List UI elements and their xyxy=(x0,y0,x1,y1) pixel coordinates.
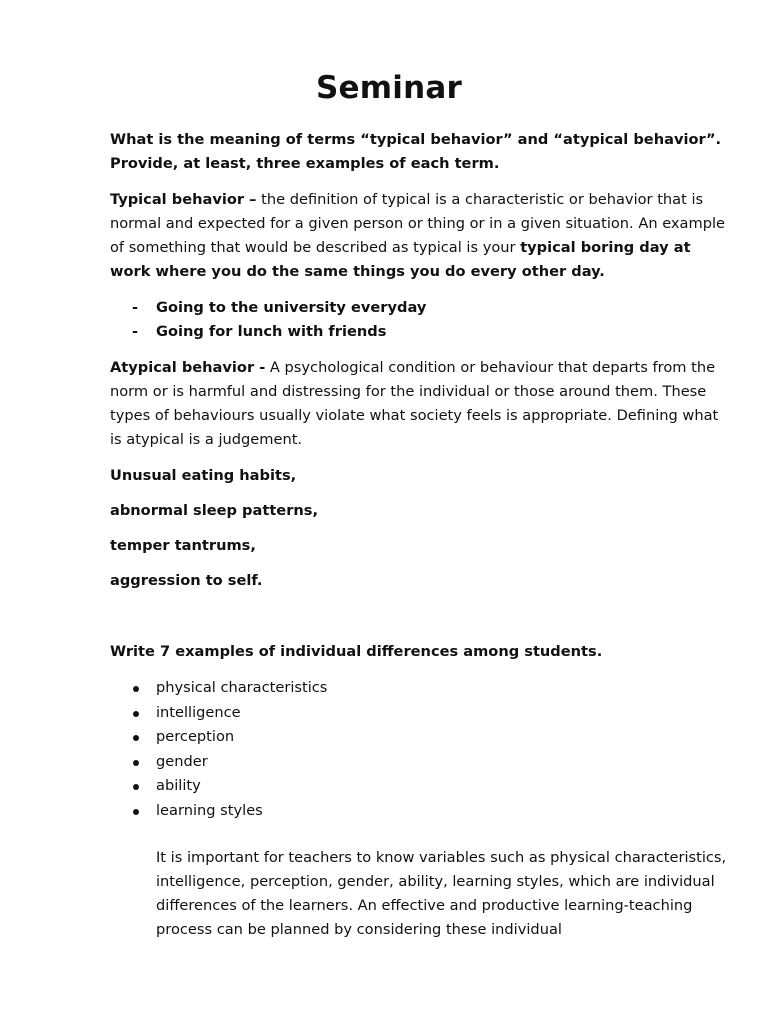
typical-behavior-paragraph xyxy=(110,188,730,284)
dash-marker: - xyxy=(132,323,139,340)
typical-behavior-definition: the definition of typical is a characteristic or behavior that is normal and expected for a given person or thing or in a given situation. An example of something that would be described as typical is your xyxy=(110,191,726,256)
list-item xyxy=(110,296,730,320)
document-body xyxy=(110,128,730,942)
list-item-text: Going for lunch with friends xyxy=(156,323,387,340)
list-item-text: intelligence xyxy=(156,703,241,721)
question-2 xyxy=(110,640,730,664)
atypical-example: abnormal sleep patterns, xyxy=(110,502,319,519)
list-item xyxy=(110,799,730,824)
bullet-icon xyxy=(133,711,139,717)
bullet-icon xyxy=(133,784,139,790)
list-item xyxy=(110,676,730,701)
bullet-icon xyxy=(133,686,139,692)
atypical-behavior-paragraph xyxy=(110,356,730,452)
list-item xyxy=(110,725,730,750)
atypical-example: aggression to self. xyxy=(110,572,263,589)
page-title: Seminar xyxy=(316,70,462,106)
list-item xyxy=(110,750,730,775)
section-spacer xyxy=(110,604,730,640)
dash-marker: - xyxy=(132,299,139,316)
typical-examples-list xyxy=(110,296,730,344)
list-item-text: Going to the university everyday xyxy=(156,299,427,316)
typical-behavior-term: Typical behavior – xyxy=(110,191,257,208)
bullet-icon xyxy=(133,760,139,766)
list-item xyxy=(110,774,730,799)
question-2-text: Write 7 examples of individual differences among students. xyxy=(110,643,603,660)
list-item-text: perception xyxy=(156,728,235,746)
atypical-example: Unusual eating habits, xyxy=(110,467,297,484)
list-item-text: gender xyxy=(156,752,208,770)
atypical-example: temper tantrums, xyxy=(110,537,256,554)
typical-behavior-emphasis: typical boring day at work where you do the same things you do every other day. xyxy=(110,239,691,280)
conclusion-paragraph: It is important for teachers to know variables such as physical characteristics, intelligence, perception, gender, ability, learning styles, which are individual differences of the learners. An effective and productive learning-teaching process can be planned by considering these individual xyxy=(156,848,727,938)
bullet-icon xyxy=(133,809,139,815)
list-item xyxy=(110,320,730,344)
individual-differences-list xyxy=(110,676,730,824)
list-item-text: physical characteristics xyxy=(156,679,328,696)
list-item-text: learning styles xyxy=(156,801,263,819)
atypical-behavior-term: Atypical behavior - xyxy=(110,359,266,376)
list-item-text: ability xyxy=(156,777,201,795)
atypical-behavior-definition: A psychological condition or behaviour that departs from the norm or is harmful and distressing for the individual or those around them. These types of behaviours usually violate what society feels is appropriate. Defining what is atypical is a judgement. xyxy=(110,359,719,448)
question-1 xyxy=(110,128,730,176)
question-1-text: What is the meaning of terms “typical behavior” and “atypical behavior”. Provide, at least, three examples of each term. xyxy=(110,131,722,172)
list-item xyxy=(110,701,730,726)
bullet-icon xyxy=(133,735,139,741)
